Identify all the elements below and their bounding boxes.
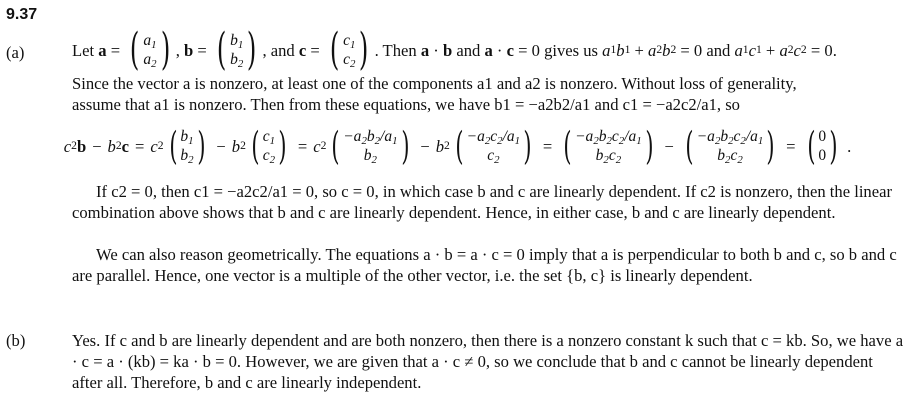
part-a-line-2: Since the vector a is nonzero, at least one of the components a1 and a2 is nonzero. Without loss of generality, bbox=[72, 74, 797, 93]
let-word: Let bbox=[72, 40, 95, 60]
part-a-label: (a) bbox=[6, 43, 25, 62]
paragraph-part-b: Yes. If c and b are linearly dependent and are both nonzero, then there is a nonzero constant k such that c = kb. So, we have a · c = a · (kb) = ka · b = 0. However, we are given that a · c ≠ 0, so we conclude that b and c cannot be linearly dependent after all. Therefore, b and c are linearly independent. bbox=[72, 331, 904, 392]
exercise-number: 9.37 bbox=[6, 6, 38, 23]
vector-a: ( $a_1$ $a_2$ ) bbox=[130, 24, 170, 75]
and-word-3: and bbox=[706, 40, 731, 60]
displayed-equation: c 2 b − b 2 c = c 2 ( $b_1$ $b_2$ ) − b 2 ( $c_1$ $c_2$ ) = c 2 ( $-a_2b_2/a_1$ $b_2$ ) − b 2 ( $-a_2c_2/a_1$ $c_2$ ) = ( $-a_2b_2c_2/a_1$ $b_2c_2$ ) − ( $-a_2b_2c_2/a_1$ $b_2c_2$ ) = ( 0 0 ) . bbox=[63, 124, 852, 168]
part-a-first-line: Let a = ( $a_1$ $a_2$ ) , b = ( $b_1$ $b_2$ ) , and c = ( $c_1$ $c_2$ ) . Then a · b and a · c = 0 gives us a 1 b 1 + a 2 b 2 = 0 and a 1 c 1 + a 2 c 2 = 0 . bbox=[72, 24, 837, 75]
vector-c: ( $c_1$ $c_2$ ) bbox=[329, 24, 369, 75]
vector-b: ( $b_1$ $b_2$ ) bbox=[216, 24, 257, 75]
part-a-line-3: assume that a1 is nonzero. Then from these equations, we have b1 = −a2b2/a1 and c1 = −a2c2/a1, so bbox=[72, 95, 740, 114]
part-b-label: (b) bbox=[6, 331, 26, 350]
paragraph-case-analysis: If c2 = 0, then c1 = −a2c2/a1 = 0, so c = 0, in which case b and c are linearly dependent. If c2 is nonzero, then the linear combination above shows that b and c are linearly dependent. Hence, in either case, b and c are linearly dependent. bbox=[72, 182, 892, 222]
gives-us-word: gives us bbox=[544, 40, 598, 60]
period: . bbox=[832, 40, 837, 60]
then-word: . Then bbox=[374, 40, 417, 60]
paragraph-geometric: We can also reason geometrically. The equations a · b = a · c = 0 imply that a is perpendicular to both b and c, so b and c are parallel. Hence, one vector is a multiple of the other vector, i.e. the set {b, c} is linearly dependent. bbox=[72, 245, 897, 285]
and-word-2: and bbox=[456, 40, 481, 60]
and-word: and bbox=[270, 40, 295, 60]
